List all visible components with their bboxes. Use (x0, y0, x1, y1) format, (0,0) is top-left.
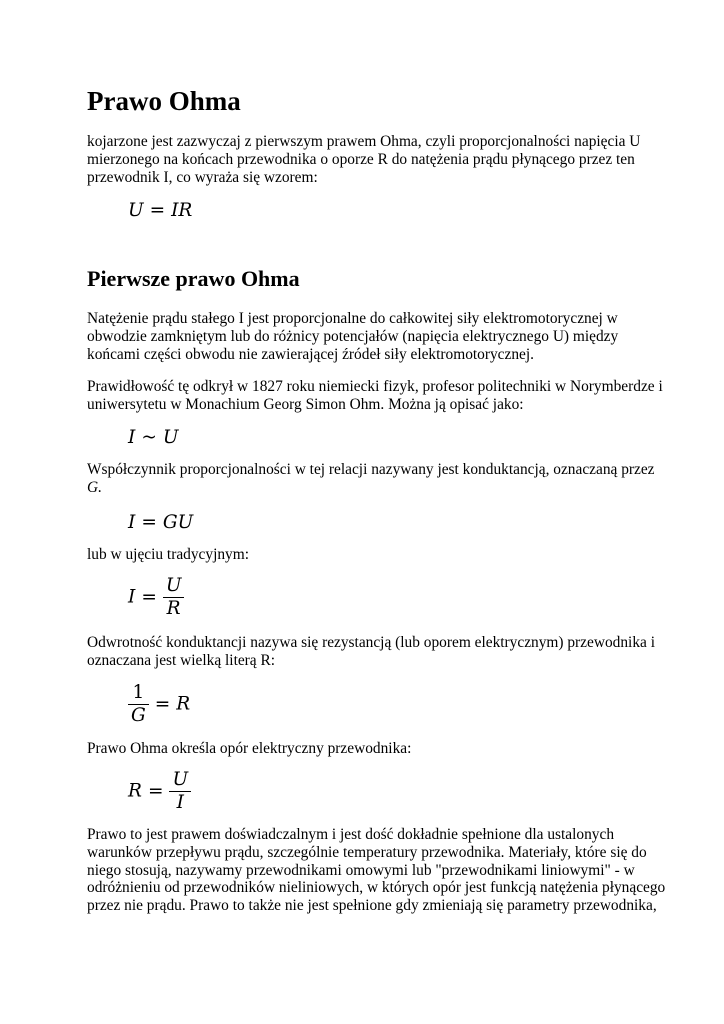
fraction-numerator: U (163, 576, 185, 598)
eq-rhs: IR (171, 200, 193, 221)
text-line: obwodzie zamkniętym lub do różnicy potencjałów (napięcia elektrycznego U) między (87, 327, 619, 345)
text-line: warunków przepływu prądu, szczególnie temperatury przewodnika. Materiały, które się do (87, 843, 647, 861)
text-line: uniwersytetu w Monachium Georg Simon Ohm. Można ją opisać jako: (87, 395, 524, 413)
text-line: Prawo Ohma określa opór elektryczny przewodnika: (87, 740, 412, 757)
eq-lhs: U (128, 200, 144, 221)
fraction-denominator: G (131, 705, 146, 726)
section-title: Pierwsze prawo Ohma (87, 266, 300, 291)
fraction-numerator: U (169, 770, 191, 792)
equation-i-u-over-r (128, 576, 184, 619)
fraction-denominator: R (166, 598, 181, 619)
eq-operator: ~ (141, 427, 157, 448)
eq-lhs: R (128, 780, 142, 802)
text-line: Prawidłowość tę odkrył w 1827 roku niemiecki fizyk, profesor politechniki w Norymberdze i (87, 378, 663, 395)
eq-fraction (169, 770, 191, 813)
paragraph-3 (87, 461, 655, 497)
eq-lhs: I (128, 586, 136, 608)
eq-rhs: GU (162, 512, 194, 533)
eq-operator: = (141, 586, 157, 608)
fraction-denominator: I (176, 792, 184, 813)
fraction-numerator: 1 (128, 683, 149, 705)
equation-u-ir (128, 200, 192, 221)
equation-i-gu (128, 512, 193, 533)
text-line: G. (87, 478, 102, 496)
paragraph-4 (87, 546, 249, 564)
paragraph-2 (87, 378, 663, 414)
eq-operator: = (154, 693, 171, 715)
equation-one-over-g-r (128, 683, 190, 726)
eq-operator: = (141, 512, 157, 533)
eq-fraction (163, 576, 185, 619)
eq-fraction (128, 683, 149, 726)
text-line: lub w ujęciu tradycyjnym: (87, 546, 249, 563)
text-line: Prawo to jest prawem doświadczalnym i jest dość dokładnie spełnione dla ustalonych (87, 826, 615, 843)
intro-paragraph (87, 133, 640, 186)
equation-i-prop-u (128, 427, 178, 448)
text-line: mierzonego na końcach przewodnika o oporze R do natężenia prądu płynącego przez ten (87, 150, 635, 168)
paragraph-1 (87, 310, 618, 363)
text-line: niego stosują, nazywamy przewodnikami omowymi lub "przewodnikami liniowymi" - w (87, 861, 635, 879)
text-line: przez nie prądu. Prawo to także nie jest spełnione gdy zmieniają się parametry przewodnika, (87, 897, 657, 915)
text-line: odróżnieniu od przewodników nieliniowych, w których opór jest funkcją natężenia płynącego (87, 879, 666, 897)
text-line: Współczynnik proporcjonalności w tej relacji nazywany jest konduktancją, oznaczaną przez (87, 461, 655, 478)
text-line: końcami części obwodu nie zawierającej źródeł siły elektromotorycznej. (87, 345, 534, 363)
eq-operator: = (147, 780, 164, 802)
eq-operator: = (149, 200, 166, 221)
equation-r-u-over-i (128, 770, 191, 813)
text-line: Odwrotność konduktancji nazywa się rezystancją (lub oporem elektrycznym) przewodnika i (87, 634, 655, 651)
eq-lhs: I (128, 512, 136, 533)
eq-rhs: U (162, 427, 179, 448)
eq-lhs: I (128, 427, 136, 448)
paragraph-7 (87, 826, 665, 915)
text-line: Natężenie prądu stałego I jest proporcjonalne do całkowitej siły elektromotorycznej w (87, 310, 618, 327)
page-title: Prawo Ohma (87, 86, 241, 116)
text-line: przewodnik I, co wyraża się wzorem: (87, 168, 318, 186)
paragraph-5 (87, 634, 655, 670)
paragraph-6 (87, 740, 411, 758)
eq-rhs: R (176, 693, 191, 715)
text-line: kojarzone jest zazwyczaj z pierwszym prawem Ohma, czyli proporcjonalności napięcia U (87, 133, 641, 150)
text-line: oznaczana jest wielką literą R: (87, 651, 276, 669)
